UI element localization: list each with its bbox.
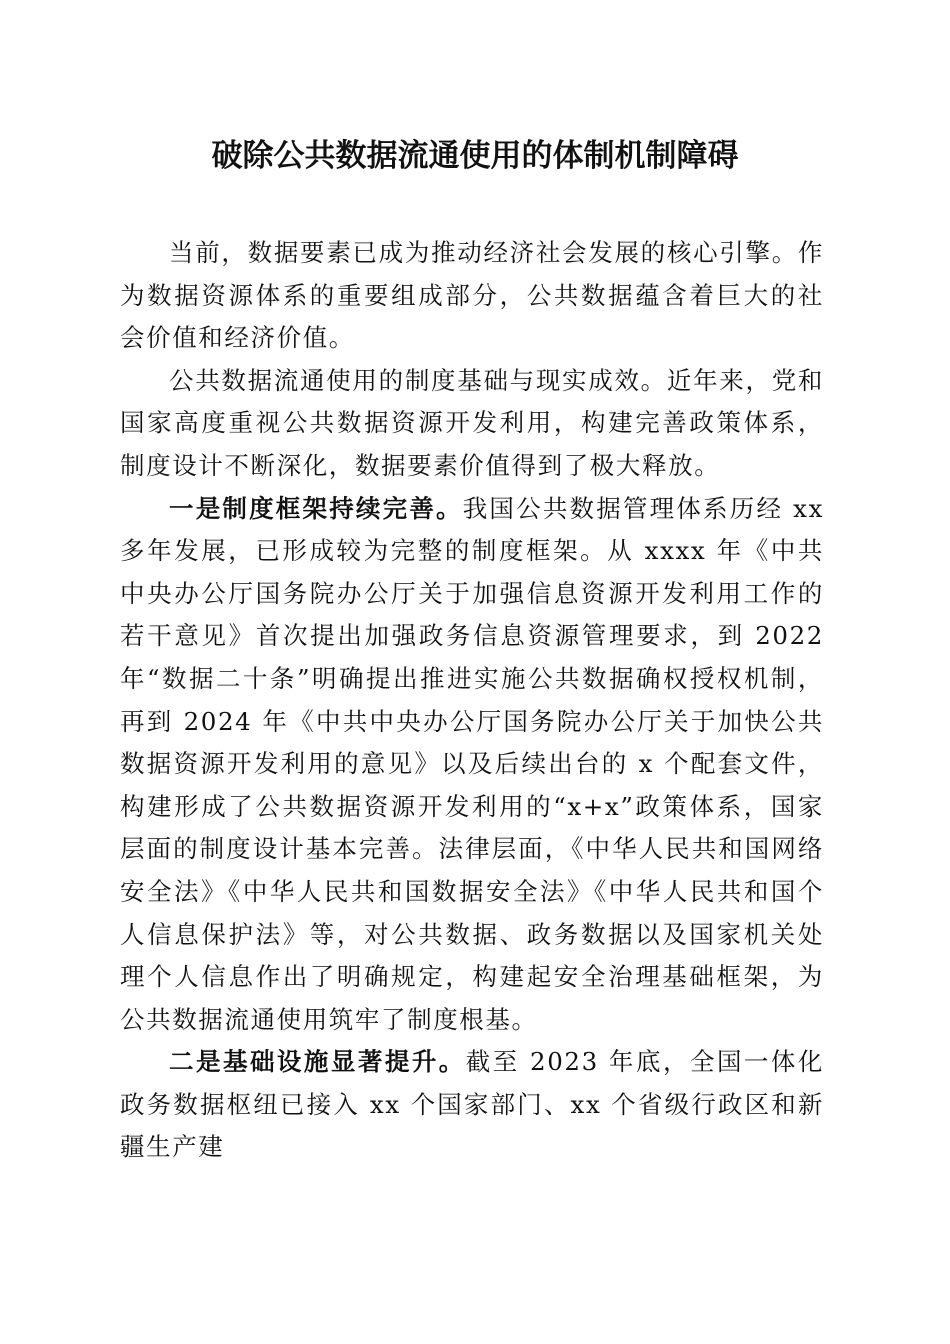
paragraph-text: 截至 2023 年底，全国一体化政务数据枢纽已接入 xx 个国家部门、xx 个省级行政区和新疆生产建 — [120, 1047, 824, 1162]
paragraph-framework — [120, 488, 824, 1042]
paragraph-infrastructure — [120, 1041, 824, 1169]
paragraph-institutional-basis — [120, 360, 824, 488]
paragraph-text: 我国公共数据管理体系历经 xx 多年发展，已形成较为完整的制度框架。从 xxxx 年《中共中央办公厅国务院办公厅关于加强信息资源开发利用工作的若干意见》首次提出加强政务信息资源管理要求，到 2022 年“数据二十条”明确提出推进实施公共数据确权授权机制，再到 2024 年《中共中央办公厅国务院办公厅关于加快公共数据资源开发利用的意见》以及后续出台的 x 个配套文件，构建形成了公共数据资源开发利用的“x+x”政策体系，国家层面的制度设计基本完善。法律层面，《中华人民共和国网络安全法》《中华人民共和国数据安全法》《中华人民共和国个人信息保护法》等，对公共数据、政务数据以及国家机关处理个人信息作出了明确规定，构建起安全治理基础框架，为公共数据流通使用筑牢了制度根基。 — [120, 493, 824, 1034]
paragraph-text: 当前，数据要素已成为推动经济社会发展的核心引擎。作为数据资源体系的重要组成部分，公共数据蕴含着巨大的社会价值和经济价值。 — [120, 238, 824, 353]
paragraph-text: 公共数据流通使用的制度基础与现实成效。近年来，党和国家高度重视公共数据资源开发利用，构建完善政策体系，制度设计不断深化，数据要素价值得到了极大释放。 — [120, 365, 824, 480]
document-title: 破除公共数据流通使用的体制机制障碍 — [211, 138, 739, 174]
paragraph-lead-heading: 一是制度框架持续完善。 — [169, 493, 463, 523]
paragraph-intro — [120, 232, 824, 360]
document-body — [120, 232, 824, 1169]
paragraph-lead-heading: 二是基础设施显著提升。 — [169, 1047, 466, 1077]
